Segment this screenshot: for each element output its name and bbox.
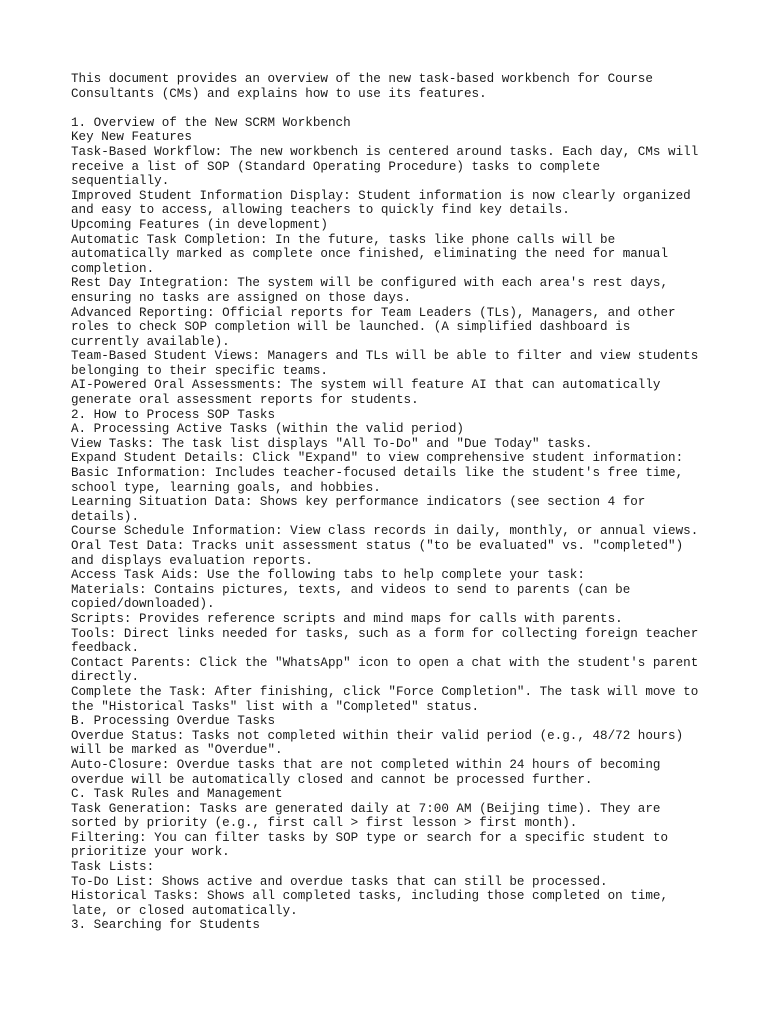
text-line: and easy to access, allowing teachers to quickly find key details. [71, 203, 570, 218]
text-line: Complete the Task: After finishing, click "Force Completion". The task will move to [71, 684, 699, 699]
text-line: 3. Searching for Students [71, 918, 260, 933]
text-line: Task Lists: [71, 860, 155, 875]
text-line: To-Do List: Shows active and overdue tasks that can still be processed. [71, 874, 608, 889]
paragraph-gap [71, 101, 721, 116]
text-line: automatically marked as complete once finished, eliminating the need for manual [71, 247, 669, 262]
text-line: Oral Test Data: Tracks unit assessment status ("to be evaluated" vs. "completed") [71, 539, 684, 553]
document-body [71, 116, 721, 933]
text-line: Contact Parents: Click the "WhatsApp" icon to open a chat with the student's parent [71, 655, 699, 670]
text-line: B. Processing Overdue Tasks [71, 714, 276, 729]
document-page [71, 72, 721, 933]
text-line: Course Schedule Information: View class records in daily, monthly, or annual views. [71, 524, 699, 539]
text-line: sequentially. [71, 174, 170, 189]
text-line: Tools: Direct links needed for tasks, such as a form for collecting foreign teacher [71, 626, 699, 641]
text-line: Task-Based Workflow: The new workbench is centered around tasks. Each day, CMs will [71, 144, 699, 159]
text-line: the "Historical Tasks" list with a "Completed" status. [71, 699, 480, 714]
text-line: Historical Tasks: Shows all completed tasks, including those completed on time, [71, 889, 669, 904]
text-line: Expand Student Details: Click "Expand" to view comprehensive student information: [71, 451, 684, 466]
text-line: directly. [71, 670, 140, 685]
text-line: Automatic Task Completion: In the future, tasks like phone calls will be [71, 232, 616, 247]
text-line: 2. How to Process SOP Tasks [71, 407, 276, 422]
text-line: will be marked as "Overdue". [71, 743, 283, 758]
text-line: Access Task Aids: Use the following tabs to help complete your task: [71, 568, 585, 583]
text-line: This document provides an overview of the new task-based workbench for Course [71, 72, 653, 86]
text-line: Rest Day Integration: The system will be configured with each area's rest days, [71, 276, 669, 291]
text-line: Task Generation: Tasks are generated daily at 7:00 AM (Beijing time). They are [71, 801, 661, 816]
text-line: 1. Overview of the New SCRM Workbench [71, 115, 351, 130]
intro-paragraph [71, 72, 721, 101]
text-line: currently available). [71, 334, 230, 349]
text-line: roles to check SOP completion will be launched. (A simplified dashboard is [71, 320, 631, 335]
text-line: Key New Features [71, 130, 192, 145]
text-line: ensuring no tasks are assigned on those days. [71, 290, 412, 305]
text-line: completion. [71, 261, 155, 276]
text-line: late, or closed automatically. [71, 903, 298, 918]
text-line: Team-Based Student Views: Managers and TLs will be able to filter and view students [71, 349, 699, 364]
text-line: Materials: Contains pictures, texts, and videos to send to parents (can be [71, 582, 631, 597]
text-line: Upcoming Features (in development) [71, 217, 328, 232]
text-line: AI-Powered Oral Assessments: The system will feature AI that can automatically [71, 378, 661, 393]
text-line: feedback. [71, 641, 140, 656]
text-line: View Tasks: The task list displays "All To-Do" and "Due Today" tasks. [71, 436, 593, 451]
text-line: Advanced Reporting: Official reports for Team Leaders (TLs), Managers, and other [71, 305, 676, 320]
text-line: belonging to their specific teams. [71, 363, 328, 378]
text-line: school type, learning goals, and hobbies. [71, 480, 381, 495]
text-line: Improved Student Information Display: Student information is now clearly organized [71, 188, 691, 203]
text-line: sorted by priority (e.g., first call > first lesson > first month). [71, 816, 578, 831]
text-line: receive a list of SOP (Standard Operating Procedure) tasks to complete [71, 159, 601, 174]
text-line: Auto-Closure: Overdue tasks that are not completed within 24 hours of becoming [71, 757, 661, 772]
text-line: Basic Information: Includes teacher-focused details like the student's free time, [71, 466, 684, 481]
text-line: Consultants (CMs) and explains how to use its features. [71, 86, 487, 101]
text-line: Learning Situation Data: Shows key performance indicators (see section 4 for [71, 495, 646, 510]
text-line: generate oral assessment reports for students. [71, 393, 419, 408]
text-line: prioritize your work. [71, 845, 230, 860]
text-line: Scripts: Provides reference scripts and mind maps for calls with parents. [71, 611, 623, 626]
text-line: and displays evaluation reports. [71, 553, 313, 568]
text-line: C. Task Rules and Management [71, 787, 283, 802]
text-line: overdue will be automatically closed and cannot be processed further. [71, 772, 593, 787]
text-line: A. Processing Active Tasks (within the valid period) [71, 422, 464, 437]
text-line: details). [71, 509, 140, 524]
text-line: Overdue Status: Tasks not completed within their valid period (e.g., 48/72 hours) [71, 728, 684, 743]
text-line: copied/downloaded). [71, 597, 215, 612]
text-line: Filtering: You can filter tasks by SOP type or search for a specific student to [71, 830, 669, 845]
